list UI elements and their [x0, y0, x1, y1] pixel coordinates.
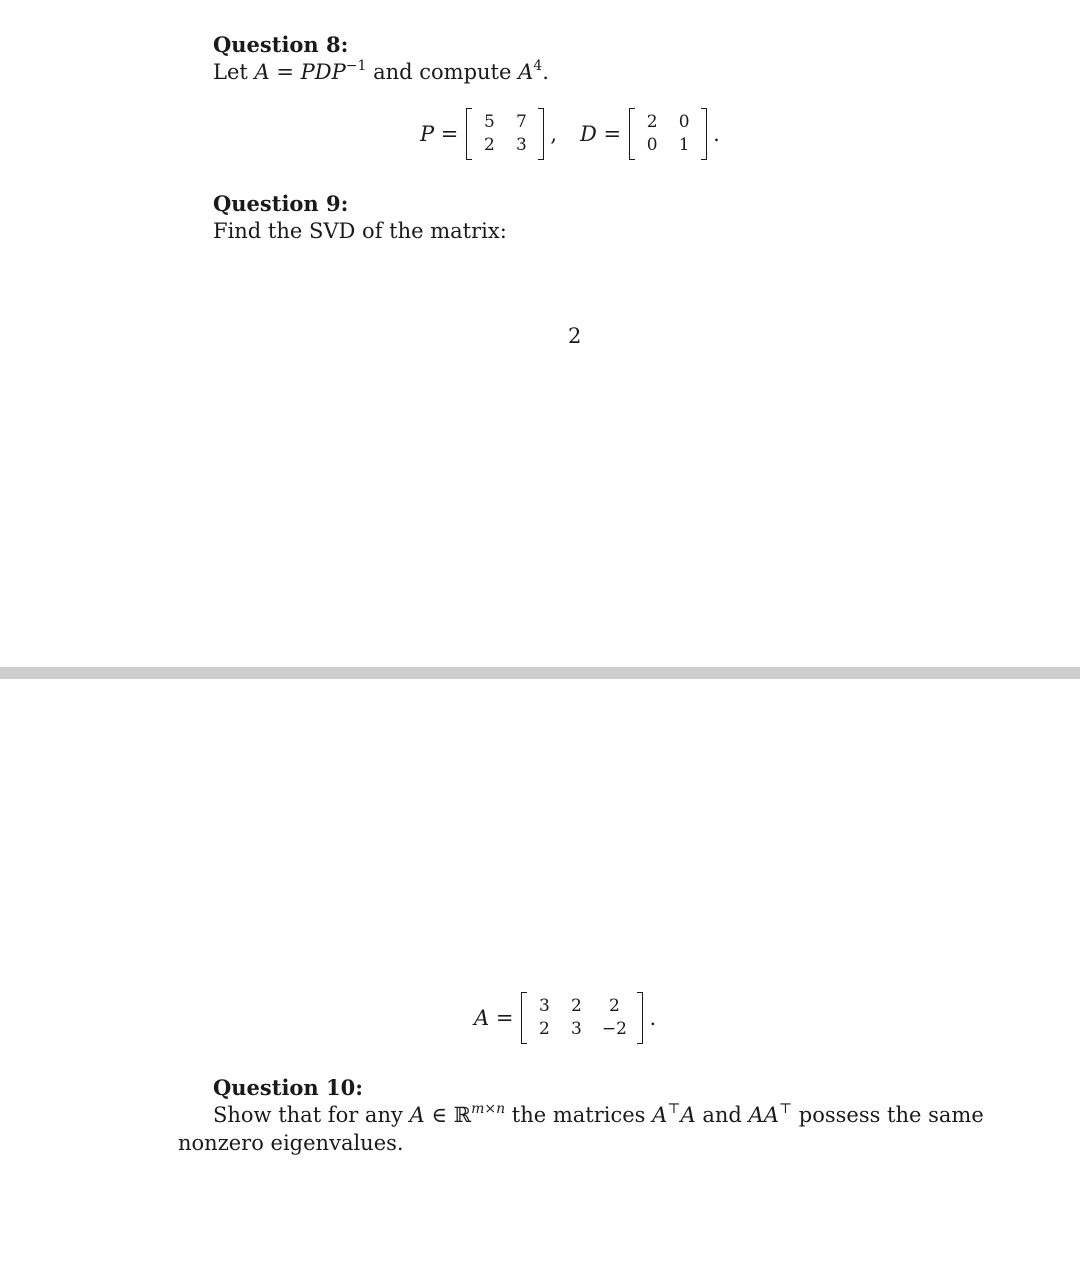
sentence-period: .	[542, 60, 549, 84]
var-a: A	[680, 1103, 696, 1127]
question-9-title: Question 9:	[213, 191, 349, 216]
comma: ,	[550, 122, 558, 146]
transpose-symbol: ⊤	[778, 1101, 793, 1117]
matrix-d-label: D =	[580, 122, 622, 146]
and-compute-text: and compute	[373, 60, 512, 84]
right-bracket	[701, 108, 707, 160]
equals-sign: =	[276, 60, 294, 84]
reals-symbol: ℝ	[453, 1103, 472, 1127]
question-10-text-line2: nonzero eigenvalues.	[178, 1131, 404, 1155]
the-matrices-text: the matrices	[511, 1103, 646, 1127]
page-divider	[0, 667, 1080, 679]
matrix-cell: 0	[646, 135, 658, 155]
matrix-cell: 5	[483, 112, 495, 132]
question-8-text	[213, 60, 549, 84]
question-10-title: Question 10:	[213, 1075, 363, 1100]
matrix-cell: 3	[539, 996, 550, 1016]
matrix-cell: 2	[571, 996, 582, 1016]
inverse-exponent: −1	[345, 58, 367, 74]
let-word: Let	[213, 60, 248, 84]
var-aa: AA	[748, 1103, 779, 1127]
page-number: 2	[568, 324, 582, 348]
show-text: Show that for any	[213, 1103, 403, 1127]
var-a-power: A	[518, 60, 534, 84]
matrix-cell: 7	[515, 112, 527, 132]
matrix-d	[635, 114, 701, 154]
matrix-cell: 0	[678, 112, 690, 132]
right-bracket	[538, 108, 544, 160]
matrix-cell: 3	[515, 135, 527, 155]
matrix-p-equation	[420, 108, 557, 160]
question-10-text-line1	[213, 1103, 984, 1127]
possess-text: possess the same	[798, 1103, 984, 1127]
matrix-a	[527, 998, 637, 1038]
and-text: and	[702, 1103, 742, 1127]
matrix-p	[472, 114, 538, 154]
matrix-cell: 2	[609, 996, 620, 1016]
var-a: A	[254, 60, 270, 84]
matrix-cell: −2	[601, 1019, 627, 1039]
matrix-cell: 2	[539, 1019, 550, 1039]
matrix-cell: 3	[571, 1019, 582, 1039]
period: .	[713, 122, 720, 146]
matrix-cell: 2	[483, 135, 495, 155]
transpose-symbol: ⊤	[667, 1101, 681, 1117]
var-a: A	[409, 1103, 425, 1127]
dimension-exponent: m×n	[471, 1101, 506, 1117]
matrix-cell: 1	[678, 135, 690, 155]
matrix-d-equation	[580, 108, 720, 160]
period: .	[649, 1006, 657, 1030]
power-exponent: 4	[533, 58, 543, 74]
matrix-a-label: A =	[474, 1006, 514, 1030]
pdp-expr: PDP	[300, 60, 346, 84]
right-bracket	[637, 992, 643, 1044]
matrix-p-label: P =	[420, 122, 459, 146]
matrix-a-equation	[474, 992, 656, 1044]
matrix-cell: 2	[646, 112, 658, 132]
var-a: A	[652, 1103, 668, 1127]
question-8-title: Question 8:	[213, 32, 349, 57]
question-9-text: Find the SVD of the matrix:	[213, 219, 507, 243]
element-of-symbol: ∈	[431, 1103, 447, 1127]
